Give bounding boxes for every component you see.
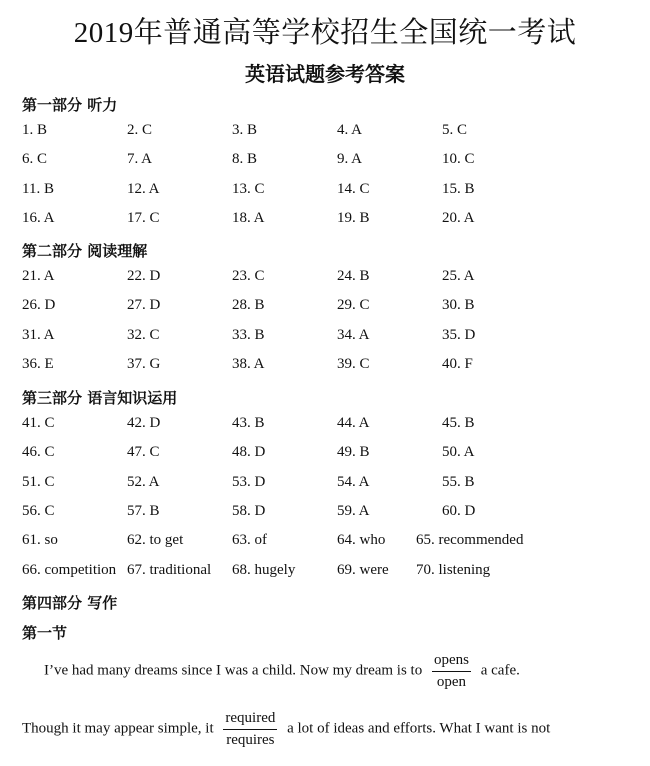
answer-item: 10. C xyxy=(442,151,475,168)
answer-item: 62. to get xyxy=(127,532,184,549)
answer-item: 40. F xyxy=(442,355,473,372)
answer-item: 29. C xyxy=(337,297,370,314)
answer-item: 5. C xyxy=(442,122,468,138)
answer-item: 22. D xyxy=(127,268,161,284)
answer-row xyxy=(0,210,650,230)
answer-item: 20. A xyxy=(442,209,475,226)
answer-item: 43. B xyxy=(232,415,265,431)
answer-item: 8. B xyxy=(232,151,258,168)
answer-item: 69. were xyxy=(337,561,389,578)
answer-row xyxy=(0,415,650,435)
section-heading-writing: 第四部分 写作 xyxy=(22,594,118,612)
writing-line-2 xyxy=(22,710,550,748)
answer-item: 2. C xyxy=(127,122,153,138)
answer-item: 35. D xyxy=(442,326,476,343)
section-heading-language: 第三部分 语言知识运用 xyxy=(22,389,178,407)
answer-item: 36. E xyxy=(22,355,54,372)
answer-item: 25. A xyxy=(442,268,475,284)
answer-item: 57. B xyxy=(127,502,160,519)
answer-item: 21. A xyxy=(22,268,55,284)
answer-item: 52. A xyxy=(127,473,160,490)
answer-item: 38. A xyxy=(232,355,265,372)
writing-line-1-text-before: I’ve had many dreams since I was a child. Now my dream is to xyxy=(44,662,423,679)
answer-item: 47. C xyxy=(127,444,160,461)
answer-item: 42. D xyxy=(127,415,161,431)
answer-row xyxy=(0,444,650,464)
answer-item: 37. G xyxy=(127,355,161,372)
answer-item: 48. D xyxy=(232,444,266,461)
answer-item: 17. C xyxy=(127,209,160,226)
answer-item: 50. A xyxy=(442,444,475,461)
writing-line-2-text-before: Though it may appear simple, it xyxy=(22,720,214,737)
answer-item: 68. hugely xyxy=(232,561,296,578)
answer-item: 41. C xyxy=(22,415,55,431)
answer-item: 26. D xyxy=(22,297,56,314)
answer-item: 56. C xyxy=(22,502,55,519)
answer-item: 27. D xyxy=(127,297,161,314)
answer-item: 60. D xyxy=(442,502,476,519)
answer-item: 23. C xyxy=(232,268,265,284)
answer-item: 14. C xyxy=(337,180,370,197)
correction-mark xyxy=(223,710,277,748)
answer-item: 54. A xyxy=(337,473,370,490)
answer-item: 11. B xyxy=(22,180,54,197)
page-title: 2019年普通高等学校招生全国统一考试 xyxy=(73,17,577,49)
answer-item: 7. A xyxy=(127,151,153,168)
answer-item: 12. A xyxy=(127,180,160,197)
answer-item: 49. B xyxy=(337,444,370,461)
answer-item: 66. competition xyxy=(22,561,117,578)
answer-item: 67. traditional xyxy=(127,561,212,578)
answer-item: 30. B xyxy=(442,297,475,314)
answer-item: 65. recommended xyxy=(416,532,524,549)
answer-item: 28. B xyxy=(232,297,265,314)
answer-item: 51. C xyxy=(22,473,55,490)
writing-line-2-text-after: a lot of ideas and efforts. What I want is not xyxy=(287,720,551,737)
writing-line-1-text-after: a cafe. xyxy=(480,662,520,679)
answer-row xyxy=(0,356,650,376)
answer-row xyxy=(0,327,650,347)
answer-row xyxy=(0,503,650,523)
answer-item: 33. B xyxy=(232,326,265,343)
correction-mark xyxy=(432,652,471,690)
original-word: open xyxy=(436,673,467,690)
answer-row xyxy=(0,562,650,582)
answer-item: 19. B xyxy=(337,209,370,226)
answer-item: 39. C xyxy=(337,355,370,372)
answer-item: 13. C xyxy=(232,180,265,197)
answer-item: 6. C xyxy=(22,151,48,168)
answer-row xyxy=(0,122,650,142)
answer-item: 4. A xyxy=(337,122,363,138)
answer-item: 1. B xyxy=(22,122,48,138)
answer-item: 32. C xyxy=(127,326,160,343)
section-heading-reading: 第二部分 阅读理解 xyxy=(22,242,148,260)
answer-item: 31. A xyxy=(22,326,55,343)
answer-item: 44. A xyxy=(337,415,370,431)
correction-word: opens xyxy=(432,652,471,672)
answer-row xyxy=(0,297,650,317)
answer-item: 45. B xyxy=(442,415,475,431)
answer-row xyxy=(0,151,650,171)
answer-row xyxy=(0,181,650,201)
answer-item: 70. listening xyxy=(416,561,491,578)
answer-item: 55. B xyxy=(442,473,475,490)
answer-item: 3. B xyxy=(232,122,258,138)
page-subtitle: 英语试题参考答案 xyxy=(245,64,405,86)
answer-item: 16. A xyxy=(22,209,55,226)
answer-item: 34. A xyxy=(337,326,370,343)
answer-row xyxy=(0,532,650,552)
original-word: requires xyxy=(226,731,275,748)
answer-item: 15. B xyxy=(442,180,475,197)
answer-item: 61. so xyxy=(22,532,58,549)
subsection-heading-1: 第一节 xyxy=(22,624,68,642)
answer-item: 9. A xyxy=(337,151,363,168)
section-heading-listening: 第一部分 听力 xyxy=(22,96,118,114)
answer-item: 53. D xyxy=(232,473,266,490)
answer-item: 63. of xyxy=(232,532,267,549)
answer-item: 46. C xyxy=(22,444,55,461)
writing-line-1 xyxy=(44,652,520,690)
answer-item: 58. D xyxy=(232,502,266,519)
answer-row xyxy=(0,268,650,288)
correction-word: required xyxy=(223,710,277,730)
answer-row xyxy=(0,474,650,494)
answer-item: 59. A xyxy=(337,502,370,519)
answer-item: 18. A xyxy=(232,209,265,226)
answer-item: 64. who xyxy=(337,532,386,549)
answer-item: 24. B xyxy=(337,268,370,284)
